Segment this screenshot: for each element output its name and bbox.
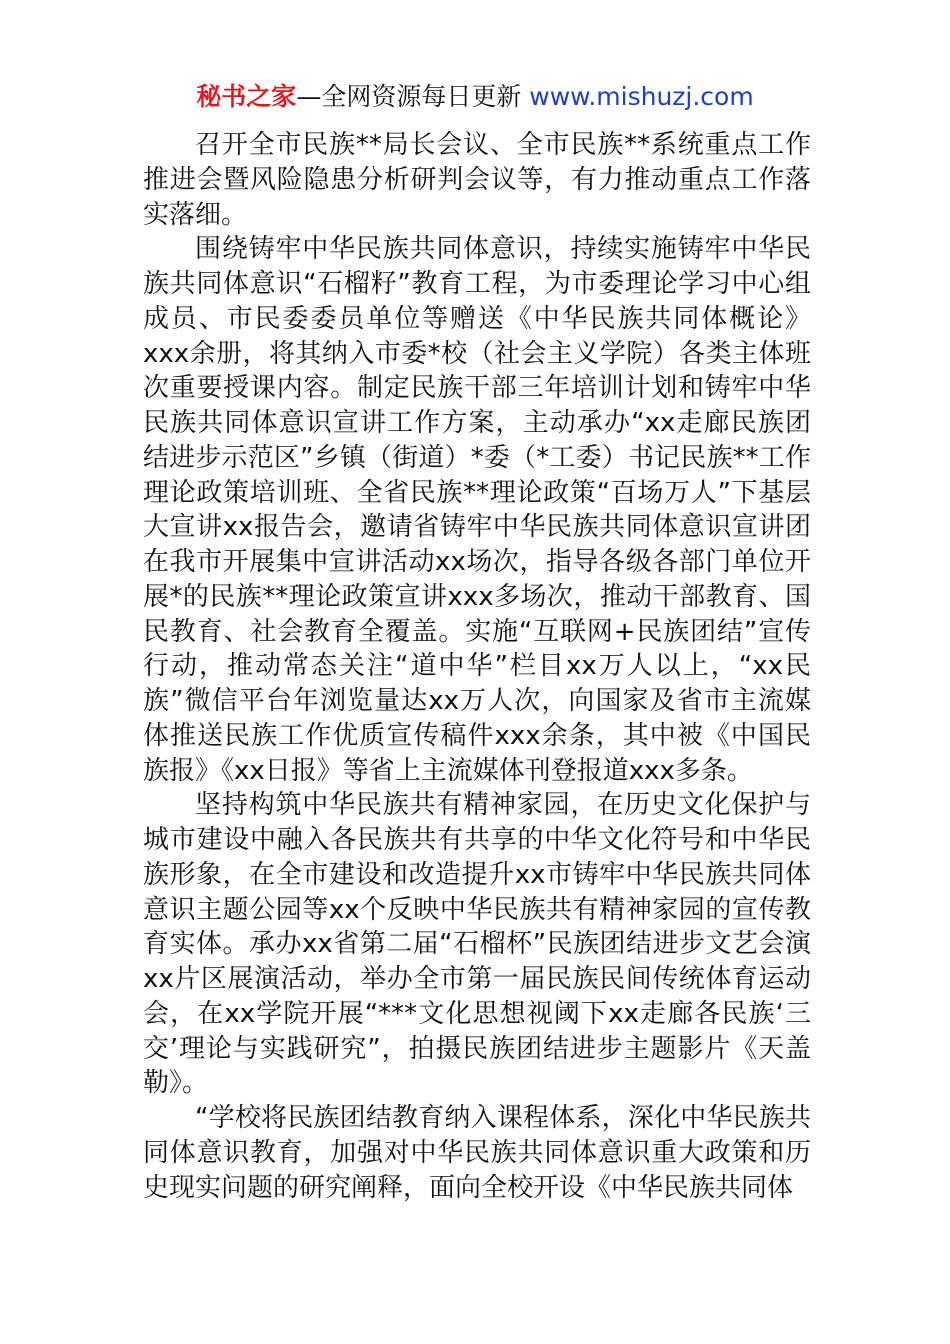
site-url-link[interactable]: www.mishuzj.com bbox=[529, 82, 754, 111]
document-body bbox=[143, 128, 811, 1205]
site-header bbox=[0, 80, 950, 114]
paragraph: “学校将民族团结教育纳入课程体系，深化中华民族共同体意识教育，加强对中华民族共同体意识重大政策和历史现实问题的研究阐释，面向全校开设《中华民族共同体 bbox=[143, 1103, 811, 1203]
paragraph: 围绕铸牢中华民族共同体意识，持续实施铸牢中华民族共同体意识“石榴籽”教育工程，为市委理论学习中心组成员、市民委委员单位等赠送《中华民族共同体概论》xxx余册，将其纳入市委*校（社会主义学院）各类主体班次重要授课内容。制定民族干部三年培训计划和铸牢中华民族共同体意识宣讲工作方案，主动承办“xx走廊民族团结进步示范区”乡镇（街道）*委（*工委）书记民族**工作理论政策培训班、全省民族**理论政策“百场万人”下基层大宣讲xx报告会，邀请省铸牢中华民族共同体意识宣讲团在我市开展集中宣讲活动xx场次，指导各级各部门单位开展*的民族**理论政策宣讲xxx多场次，推动干部教育、国民教育、社会教育全覆盖。实施“互联网+民族团结”宣传行动，推动常态关注“道中华”栏目xx万人以上，“xx民族”微信平台年浏览量达xx万人次，向国家及省市主流媒体推送民族工作优质宣传稿件xxx余条，其中被《中国民族报》《xx日报》等省上主流媒体刊登报道xxx多条。 bbox=[143, 234, 811, 786]
paragraph: 召开全市民族**局长会议、全市民族**系统重点工作推进会暨风险隐患分析研判会议等，有力推动重点工作落实落细。 bbox=[143, 130, 811, 230]
header-tagline: —全网资源每日更新 bbox=[296, 82, 522, 111]
brand-name: 秘书之家 bbox=[196, 82, 297, 111]
paragraph: 坚持构筑中华民族共有精神家园，在历史文化保护与城市建设中融入各民族共有共享的中华文化符号和中华民族形象，在全市建设和改造提升xx市铸牢中华民族共同体意识主题公园等xx个反映中华民族共有精神家园的宣传教育实体。承办xx省第二届“石榴杯”民族团结进步文艺会演xx片区展演活动，举办全市第一届民族民间传统体育运动会，在xx学院开展“***文化思想视阈下xx走廊各民族‘三交’理论与实践研究”，拍摄民族团结进步主题影片《天盖勒》。 bbox=[143, 790, 811, 1099]
